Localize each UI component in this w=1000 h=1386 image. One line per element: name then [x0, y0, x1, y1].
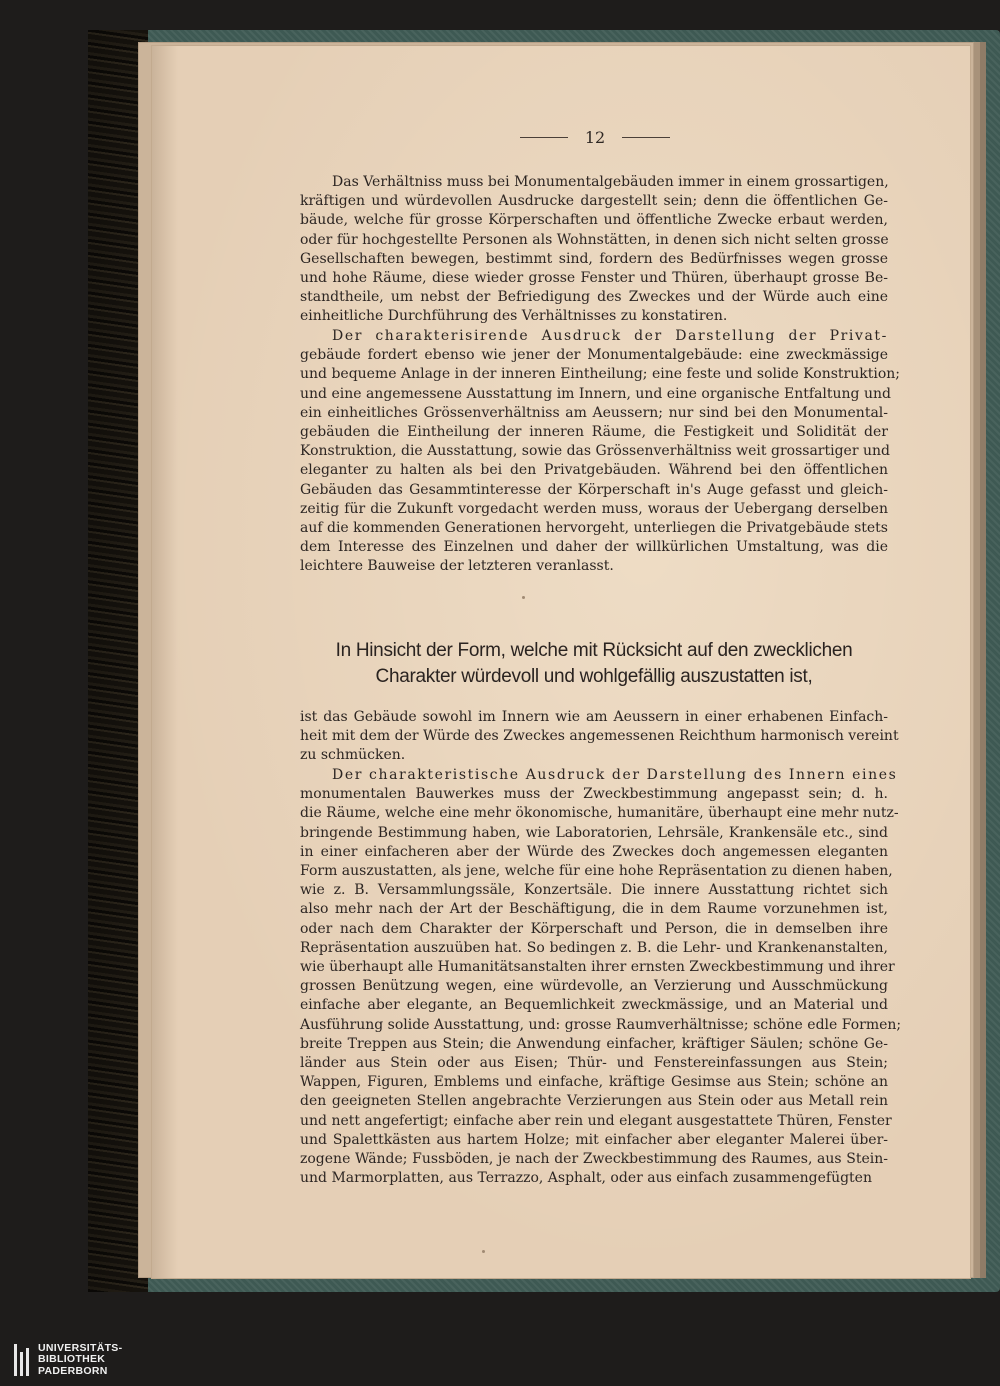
text-line: kräftigen und würdevollen Ausdrucke dargestellt sein; denn die öffentlichen Ge-	[300, 193, 888, 210]
paragraph-1	[300, 173, 888, 327]
page-number-rule-right	[622, 137, 670, 138]
text-line: und hohe Räume, diese wieder grosse Fenster und Thüren, überhaupt grosse Be-	[300, 270, 888, 287]
text-line: ist das Gebäude sowohl im Innern wie am Aeussern in einer erhabenen Einfach-	[300, 709, 888, 725]
library-logo-icon	[14, 1344, 29, 1376]
text-line: wie überhaupt alle Humanitätsanstalten ihrer ernsten Zweckbestimmung und ihrer	[300, 959, 895, 976]
text-line: eleganter zu halten als bei den Privatgebäuden. Während bei den öffentlichen	[300, 462, 888, 479]
text-line: Ausführung solide Ausstattung, und: grosse Raumverhältnisse; schöne edle Formen;	[300, 1016, 902, 1033]
text-line: zeitig für die Zukunft vorgedacht werden muss, woraus der Uebergang derselben	[300, 500, 888, 517]
text-line: bringende Bestimmung haben, wie Laboratorien, Lehrsäle, Krankensäle etc., sind	[300, 824, 888, 841]
text-line: wie z. B. Versammlungssäle, Konzertsäle. Die innere Ausstattung richtet sich	[300, 882, 888, 899]
text-line: grossen Benützung wegen, eine würdevolle, an Verzierung und Ausschmückung	[300, 978, 888, 995]
text-line: gebäude fordert ebenso wie jener der Monumentalgebäude: eine zweckmässige	[300, 347, 888, 364]
heading-line: Charakter würdevoll und wohlgefällig auszustatten ist,	[375, 666, 813, 687]
text-line: einfache aber elegante, an Bequemlichkeit zweckmässige, und an Material und	[300, 997, 888, 1014]
text-line: Gesellschaften bewegen, bestimmt sind, fordern des Bedürfnisses wegen grosse	[300, 250, 888, 267]
text-line: monumentalen Bauwerkes muss der Zweckbestimmung angepasst sein; d. h.	[300, 786, 888, 803]
text-line: auf die kommenden Generationen hervorgeht, unterliegen die Privatgebäude stets	[300, 520, 888, 537]
text-line: und Marmorplatten, aus Terrazzo, Asphalt, oder aus einfach zusammengefügten	[300, 1170, 872, 1187]
text-line: leichtere Bauweise der letzteren veranlasst.	[300, 558, 614, 575]
heading-line: In Hinsicht der Form, welche mit Rücksicht auf den zwecklichen	[335, 640, 853, 661]
text-line: Repräsentation auszuüben hat. So bedingen z. B. die Lehr- und Krankenanstalten,	[300, 939, 888, 956]
text-line: die Räume, welche eine mehr ökonomische, humanitäre, überhaupt eine mehr nutz-	[300, 805, 899, 822]
text-line: oder nach dem Charakter der Körperschaft und Person, die in demselben ihre	[300, 920, 888, 937]
text-line: Der charakteristische Ausdruck der Darstellung des Innern eines	[332, 767, 898, 783]
text-line: und bequeme Anlage in der inneren Eintheilung; eine feste und solide Konstruktion;	[300, 366, 900, 383]
page-number: 12	[584, 128, 606, 147]
text-line: Konstruktion, die Ausstattung, sowie das Grössenverhältniss weit grossartiger und	[300, 443, 890, 460]
text-line: und eine angemessene Ausstattung im Innern, und eine organische Entfaltung und	[300, 385, 891, 402]
page-number-header	[520, 128, 670, 147]
text-line: einheitliche Durchführung des Verhältnisses zu konstatiren.	[300, 308, 728, 325]
text-line: länder aus Stein oder aus Eisen; Thür- und Fenstereinfassungen aus Stein;	[300, 1055, 888, 1072]
text-line: dem Interesse des Einzelnen und daher der willkürlichen Umstaltung, was die	[300, 539, 888, 556]
text-line: Gebäuden das Gesammtinteresse der Körperschaft in's Auge gefasst und gleich-	[300, 481, 888, 498]
paragraph-2	[300, 327, 900, 577]
library-logo-line: PADERBORN	[38, 1364, 108, 1377]
library-logo	[14, 1340, 154, 1380]
text-line: zu schmücken.	[300, 747, 406, 764]
text-line: standtheile, um nebst der Befriedigung des Zweckes und der Würde auch eine	[300, 289, 888, 306]
text-line: und nett angefertigt; einfache aber rein und elegant ausgestattete Thüren, Fenster	[300, 1112, 892, 1129]
page-number-rule-left	[520, 137, 568, 138]
text-line: bäude, welche für grosse Körperschaften und öffentliche Zwecke erbaut werden,	[300, 212, 888, 229]
paper-speck	[482, 1250, 485, 1253]
text-line: in einer einfacheren aber der Würde des Zweckes doch angemessen eleganten	[300, 843, 888, 860]
library-logo-line: UNIVERSITÄTS-	[38, 1341, 123, 1354]
paper-speck	[522, 596, 525, 599]
text-line: zogene Wände; Fussböden, je nach der Zweckbestimmung des Raumes, aus Stein-	[300, 1151, 888, 1168]
paragraph-3	[300, 708, 899, 766]
library-logo-line: BIBLIOTHEK	[38, 1353, 106, 1366]
text-line: und Spalettkästen aus hartem Holze; mit einfacher aber eleganter Malerei über-	[300, 1131, 888, 1148]
section-heading	[300, 638, 888, 690]
text-line: Form auszustatten, als jene, welche für eine hohe Repräsentation zu dienen haben,	[300, 863, 893, 880]
text-line: gebäuden die Eintheilung der inneren Räume, die Festigkeit und Solidität der	[300, 424, 888, 441]
text-line: Wappen, Figuren, Emblems und einfache, kräftige Gesimse aus Stein; schöne an	[300, 1074, 888, 1091]
text-line: Der charakterisirende Ausdruck der Darstellung der Privat-	[332, 328, 888, 344]
text-line: Das Verhältniss muss bei Monumentalgebäuden immer in einem grossartigen,	[332, 174, 889, 190]
paragraph-4	[300, 766, 902, 1188]
text-line: breite Treppen aus Stein; die Anwendung einfacher, kräftiger Säulen; schöne Ge-	[300, 1035, 888, 1052]
text-line: oder für hochgestellte Personen als Wohnstätten, in denen sich nicht selten grosse	[300, 231, 889, 248]
text-line: ein einheitliches Grössenverhältniss am Aeussern; nur sind bei den Monumental-	[300, 404, 888, 421]
text-line: heit mit dem der Würde des Zweckes angemessenen Reichthum harmonisch vereint	[300, 728, 899, 745]
library-logo-text	[38, 1343, 122, 1378]
text-line: den geeigneten Stellen angebrachte Verzierungen aus Stein oder aus Metall rein	[300, 1093, 888, 1110]
text-line: also mehr nach der Art der Beschäftigung, die in dem Raume vorzunehmen ist,	[300, 901, 888, 918]
